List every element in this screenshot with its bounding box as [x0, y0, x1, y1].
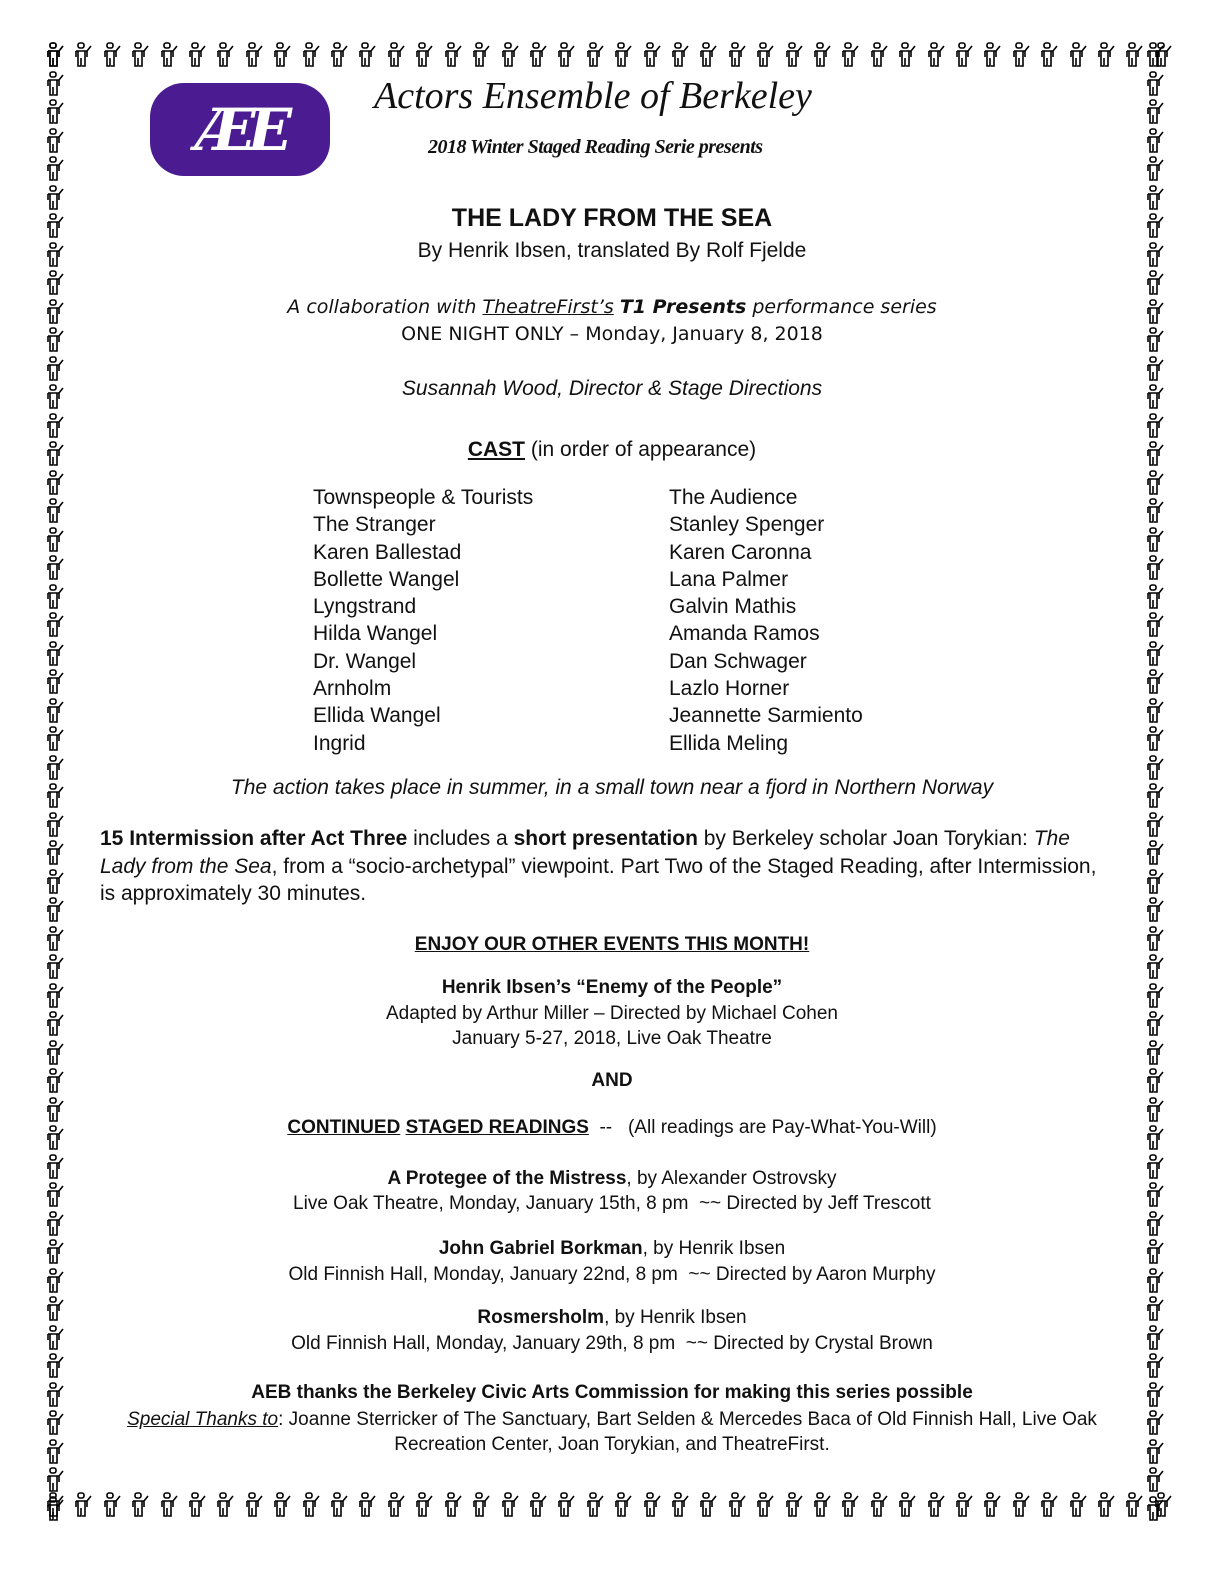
waving-figure-icon	[44, 555, 74, 581]
cast-role: Ingrid	[313, 731, 366, 755]
waving-figure-icon	[1144, 1467, 1174, 1493]
waving-figure-icon	[44, 1467, 74, 1493]
setting-line: The action takes place in summer, in a small town near a fjord in Northern Norway	[230, 776, 994, 799]
waving-figure-icon	[697, 42, 719, 72]
waving-figure-icon	[470, 1492, 492, 1522]
play-byline: By Henrik Ibsen, translated By Rolf Fjelde	[417, 239, 807, 262]
waving-figure-icon	[271, 1492, 293, 1522]
waving-figure-icon	[158, 1492, 180, 1522]
pay-what-you-will: -- (All readings are Pay-What-You-Will)	[588, 1117, 937, 1138]
cast-label: CAST	[467, 438, 526, 461]
waving-figure-icon	[1123, 1492, 1145, 1522]
waving-figure-icon	[44, 897, 74, 923]
waving-figure-icon	[186, 42, 208, 72]
play-title: THE LADY FROM THE SEA	[451, 204, 773, 232]
waving-figure-icon	[1067, 1492, 1089, 1522]
cast-heading	[0, 438, 1224, 462]
waving-figure-icon	[44, 156, 74, 182]
waving-figure-icon	[1123, 42, 1145, 72]
waving-figure-icon	[72, 1492, 94, 1522]
waving-figure-icon	[44, 1353, 74, 1379]
waving-figure-icon	[442, 42, 464, 72]
reading-name: A Protegee of the Mistress	[387, 1168, 627, 1189]
waving-figure-icon	[754, 1492, 776, 1522]
waving-figure-icon	[1144, 527, 1174, 553]
cast-actors	[669, 484, 863, 757]
waving-figure-icon	[925, 1492, 947, 1522]
reading-author: , by Alexander Ostrovsky	[626, 1168, 837, 1189]
cast-actor: Karen Caronna	[669, 540, 812, 564]
waving-figure-icon	[72, 42, 94, 72]
waving-figure-icon	[413, 1492, 435, 1522]
cast-actor: Stanley Spenger	[669, 513, 825, 537]
waving-figure-icon	[186, 1492, 208, 1522]
waving-figure-icon	[1038, 42, 1060, 72]
waving-figure-icon	[44, 698, 74, 724]
waving-figure-icon	[612, 1492, 634, 1522]
cast-role: The Stranger	[313, 513, 436, 537]
waving-figure-icon	[1144, 156, 1174, 182]
waving-figure-icon	[896, 1492, 918, 1522]
cast-actor: Dan Schwager	[669, 649, 807, 673]
waving-figure-icon	[442, 1492, 464, 1522]
waving-figure-icon	[44, 612, 74, 638]
waving-figure-icon	[214, 42, 236, 72]
waving-figure-icon	[1144, 840, 1174, 866]
waving-figure-icon	[1067, 42, 1089, 72]
waving-figure-icon	[527, 42, 549, 72]
reading-author: , by Henrik Ibsen	[642, 1238, 786, 1259]
waving-figure-icon	[1095, 1492, 1117, 1522]
theatrefirst-link: TheatreFirst’s	[482, 296, 614, 318]
reading-details: Live Oak Theatre, Monday, January 15th, 8 pm ~~ Directed by Jeff Trescott	[293, 1193, 931, 1214]
waving-figure-icon	[1144, 726, 1174, 752]
waving-figure-icon	[44, 584, 74, 610]
waving-figure-icon	[44, 270, 74, 296]
cast-actor: Amanda Ramos	[669, 622, 820, 646]
waving-figure-icon	[641, 1492, 663, 1522]
intermission-bold: 15 Intermission after Act Three	[100, 827, 408, 850]
events-heading-text: ENJOY OUR OTHER EVENTS THIS MONTH!	[414, 934, 810, 955]
series-title: 2018 Winter Staged Reading Serie presents	[428, 136, 763, 158]
waving-figure-icon	[44, 869, 74, 895]
waving-figure-icon	[129, 42, 151, 72]
waving-figure-icon	[44, 470, 74, 496]
t1-presents: T1 Presents	[619, 296, 747, 318]
reading-details: Old Finnish Hall, Monday, January 22nd, 8 pm ~~ Directed by Aaron Murphy	[288, 1264, 936, 1285]
waving-figure-icon	[44, 42, 74, 68]
waving-figure-icon	[868, 1492, 890, 1522]
presentation-bold: short presentation	[513, 827, 698, 850]
waving-figure-icon	[527, 1492, 549, 1522]
special-thanks-label: Special Thanks to	[127, 1409, 279, 1430]
continued-label: CONTINUED	[287, 1117, 401, 1138]
waving-figure-icon	[953, 42, 975, 72]
waving-figure-icon	[300, 42, 322, 72]
waving-figure-icon	[811, 42, 833, 72]
waving-figure-icon	[1144, 128, 1174, 154]
aeb-logo	[150, 83, 330, 176]
cast-role: Arnholm	[313, 677, 392, 701]
waving-figure-icon	[271, 42, 293, 72]
waving-figure-icon	[641, 42, 663, 72]
waving-figure-icon	[726, 42, 748, 72]
waving-figure-icon	[101, 42, 123, 72]
waving-figure-icon	[1144, 812, 1174, 838]
waving-figure-icon	[356, 1492, 378, 1522]
reading-title	[0, 1238, 1224, 1260]
waving-figure-icon	[1144, 669, 1174, 695]
waving-figure-icon	[243, 1492, 265, 1522]
waving-figure-icon	[44, 726, 74, 752]
cast-actor: Ellida Meling	[669, 731, 789, 755]
waving-figure-icon	[44, 1496, 74, 1522]
waving-figure-icon	[981, 1492, 1003, 1522]
waving-figure-icon	[1144, 897, 1174, 923]
waving-figure-icon	[783, 42, 805, 72]
collab-suffix: performance series	[746, 296, 937, 318]
waving-figure-icon	[1095, 42, 1117, 72]
events-heading	[0, 934, 1224, 956]
waving-figure-icon	[981, 42, 1003, 72]
civic-arts-thanks: AEB thanks the Berkeley Civic Arts Commission for making this series possible	[251, 1382, 973, 1403]
cast-actor: The Audience	[669, 486, 798, 509]
enemy-title: Henrik Ibsen’s “Enemy of the People”	[441, 977, 783, 998]
waving-figure-icon	[754, 42, 776, 72]
waving-figure-icon	[1144, 470, 1174, 496]
waving-figure-icon	[1038, 1492, 1060, 1522]
cast-role: Townspeople & Tourists	[313, 486, 534, 509]
waving-figure-icon	[1144, 1496, 1174, 1522]
waving-figure-icon	[811, 1492, 833, 1522]
waving-figure-icon	[868, 42, 890, 72]
waving-figure-icon	[44, 1439, 74, 1465]
waving-figure-icon	[584, 1492, 606, 1522]
waving-figure-icon	[44, 527, 74, 553]
waving-figure-icon	[1144, 270, 1174, 296]
intermission-text-1: includes a	[407, 827, 514, 850]
waving-figure-icon	[1144, 612, 1174, 638]
waving-figure-icon	[44, 498, 74, 524]
waving-figure-icon	[783, 1492, 805, 1522]
waving-figure-icon	[584, 42, 606, 72]
waving-figure-icon	[499, 1492, 521, 1522]
play-title-italic: The Lady from the Sea	[100, 827, 1070, 878]
waving-figure-icon	[214, 1492, 236, 1522]
waving-figure-icon	[1144, 99, 1174, 125]
reading-name: John Gabriel Borkman	[438, 1238, 643, 1259]
waving-figure-icon	[243, 42, 265, 72]
waving-figure-icon	[1144, 413, 1174, 439]
waving-figure-icon	[1144, 1410, 1174, 1436]
waving-figure-icon	[896, 42, 918, 72]
cast-actor: Lazlo Horner	[669, 677, 790, 701]
cast-role: Dr. Wangel	[313, 649, 417, 673]
waving-figure-icon	[1144, 1439, 1174, 1465]
cast-role: Hilda Wangel	[313, 622, 438, 646]
cast-actor: Galvin Mathis	[669, 595, 797, 619]
waving-figure-icon	[1144, 498, 1174, 524]
waving-figure-icon	[555, 42, 577, 72]
waving-figure-icon	[1010, 1492, 1032, 1522]
waving-figure-icon	[669, 42, 691, 72]
waving-figure-icon	[470, 42, 492, 72]
waving-figure-icon	[356, 42, 378, 72]
waving-figure-icon	[44, 413, 74, 439]
reading-name: Rosmersholm	[477, 1307, 605, 1328]
intermission-paragraph	[100, 825, 1110, 908]
waving-figure-icon	[839, 42, 861, 72]
border-bottom	[44, 1492, 1174, 1522]
waving-figure-icon	[1144, 698, 1174, 724]
and-label: AND	[591, 1070, 633, 1091]
reading-title	[0, 1307, 1224, 1329]
waving-figure-icon	[1144, 869, 1174, 895]
collaboration-line	[0, 296, 1224, 318]
waving-figure-icon	[1010, 42, 1032, 72]
waving-figure-icon	[953, 1492, 975, 1522]
waving-figure-icon	[44, 71, 74, 97]
waving-figure-icon	[499, 42, 521, 72]
intermission-text-3: , from a “socio-archetypal” viewpoint. Part Two of the Staged Reading, after Intermission, is approximately 30 minutes.	[100, 854, 1097, 905]
cast-role: Karen Ballestad	[313, 540, 462, 564]
waving-figure-icon	[1144, 71, 1174, 97]
waving-figure-icon	[612, 42, 634, 72]
cast-actor: Jeannette Sarmiento	[669, 704, 863, 728]
waving-figure-icon	[44, 840, 74, 866]
waving-figure-icon	[44, 669, 74, 695]
org-name: Actors Ensemble of Berkeley	[374, 75, 812, 117]
one-night-only: ONE NIGHT ONLY – Monday, January 8, 2018	[401, 323, 823, 345]
waving-figure-icon	[1144, 555, 1174, 581]
cast-role: Lyngstrand	[313, 595, 417, 619]
cast-roles	[313, 484, 533, 757]
reading-author: , by Henrik Ibsen	[604, 1307, 747, 1328]
waving-figure-icon	[839, 1492, 861, 1522]
reading-details: Old Finnish Hall, Monday, January 29th, 8 pm ~~ Directed by Crystal Brown	[291, 1333, 933, 1354]
waving-figure-icon	[44, 641, 74, 667]
waving-figure-icon	[669, 1492, 691, 1522]
waving-figure-icon	[385, 1492, 407, 1522]
waving-figure-icon	[1144, 584, 1174, 610]
director-line: Susannah Wood, Director & Stage Directions	[401, 377, 823, 400]
special-thanks	[110, 1407, 1114, 1457]
cast-heading-suffix: (in order of appearance)	[525, 438, 757, 461]
waving-figure-icon	[328, 1492, 350, 1522]
waving-figure-icon	[1144, 42, 1174, 68]
border-top	[44, 42, 1174, 72]
waving-figure-icon	[726, 1492, 748, 1522]
cast-role: Bollette Wangel	[313, 567, 460, 591]
enemy-dates: January 5-27, 2018, Live Oak Theatre	[452, 1028, 772, 1049]
reading-title	[0, 1168, 1224, 1190]
waving-figure-icon	[44, 812, 74, 838]
cast-actor: Lana Palmer	[669, 567, 789, 591]
waving-figure-icon	[925, 42, 947, 72]
intermission-text-2: by Berkeley scholar Joan Torykian:	[697, 827, 1034, 850]
waving-figure-icon	[385, 42, 407, 72]
waving-figure-icon	[300, 1492, 322, 1522]
waving-figure-icon	[158, 42, 180, 72]
enemy-adaptation: Adapted by Arthur Miller – Directed by Michael Cohen	[385, 1003, 838, 1024]
waving-figure-icon	[44, 1410, 74, 1436]
cast-role: Ellida Wangel	[313, 704, 441, 728]
waving-figure-icon	[44, 99, 74, 125]
special-thanks-text: : Joanne Sterricker of The Sanctuary, Bart Selden & Mercedes Baca of Old Finnish Hall, Live Oak Recreation Center, Joan Torykian, and TheatreFirst.	[278, 1409, 1097, 1455]
collab-prefix: A collaboration with	[287, 296, 483, 318]
waving-figure-icon	[101, 1492, 123, 1522]
waving-figure-icon	[1144, 1353, 1174, 1379]
continued-readings-heading	[0, 1117, 1224, 1139]
waving-figure-icon	[697, 1492, 719, 1522]
waving-figure-icon	[44, 128, 74, 154]
waving-figure-icon	[129, 1492, 151, 1522]
waving-figure-icon	[413, 42, 435, 72]
staged-readings-label: STAGED READINGS	[405, 1117, 589, 1138]
waving-figure-icon	[1144, 641, 1174, 667]
logo-text: ÆE	[195, 95, 285, 164]
waving-figure-icon	[328, 42, 350, 72]
waving-figure-icon	[555, 1492, 577, 1522]
